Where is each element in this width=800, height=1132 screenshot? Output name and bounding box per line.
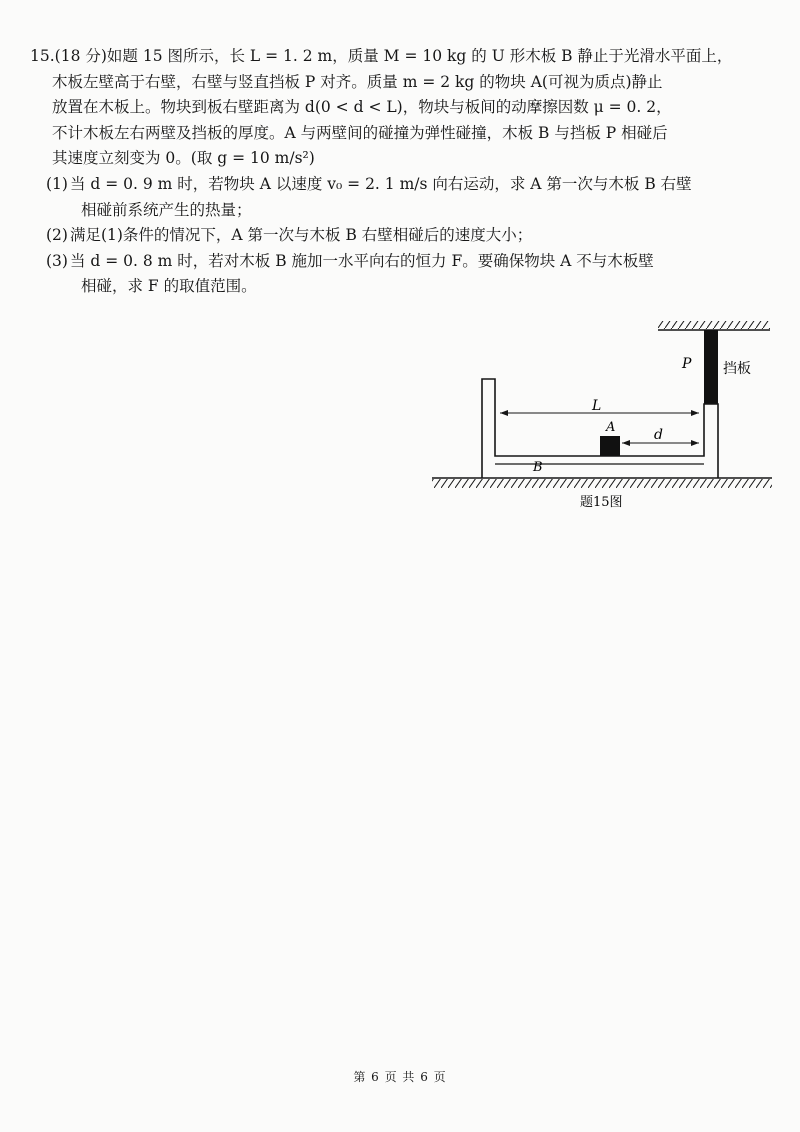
distance-label: d bbox=[654, 427, 663, 443]
ceiling-support bbox=[658, 321, 770, 330]
problem-number: 15. bbox=[30, 47, 55, 65]
question-3-number: (3) bbox=[46, 251, 68, 270]
page-footer: 第 6 页 共 6 页 bbox=[353, 1070, 447, 1084]
baffle-p bbox=[704, 330, 718, 404]
question-1 bbox=[30, 172, 778, 198]
stem-text-4: 不计木板左右两壁及挡板的厚度。A 与两壁间的碰撞为弹性碰撞，木板 B 与挡板 P 相碰后 bbox=[52, 123, 668, 142]
question-1-number: (1) bbox=[46, 174, 68, 193]
problem-stem-line-1 bbox=[30, 44, 778, 70]
stem-text-5: 其速度立刻变为 0。(取 g = 10 m/s²) bbox=[52, 149, 315, 168]
baffle-letter-label: P bbox=[682, 356, 692, 372]
question-3 bbox=[30, 249, 778, 275]
ground bbox=[432, 478, 772, 488]
problem-15 bbox=[30, 44, 778, 300]
figure-caption: 题15图 bbox=[580, 495, 623, 510]
block-label: A bbox=[606, 420, 616, 435]
question-2 bbox=[30, 223, 778, 249]
question-2-number: (2) bbox=[46, 226, 68, 245]
question-3-text-1: 当 d = 0. 8 m 时，若对木板 B 施加一水平向右的恒力 F。要确保物块 A 不与木板壁 bbox=[69, 251, 654, 270]
length-label: L bbox=[592, 398, 602, 414]
question-2-text-1: 满足(1)条件的情况下，A 第一次与木板 B 右壁相碰后的速度大小； bbox=[69, 226, 533, 245]
stem-text-2: 木板左壁高于右壁，右壁与竖直挡板 P 对齐。质量 m = 2 kg 的物块 A(可视为质点)静止 bbox=[52, 72, 663, 91]
board-label: B bbox=[533, 460, 543, 475]
question-1-text-2: 相碰前系统产生的热量； bbox=[81, 200, 252, 219]
question-1-text-1: 当 d = 0. 9 m 时，若物块 A 以速度 v₀ = 2. 1 m/s 向右运动，求 A 第一次与木板 B 右壁 bbox=[69, 174, 692, 193]
block-a bbox=[600, 436, 620, 456]
stem-text-3: 放置在木板上。物块到板右壁距离为 d(0 < d < L)，物块与板间的动摩擦因数 μ = 0. 2， bbox=[52, 98, 672, 117]
baffle-name-label: 挡板 bbox=[723, 361, 751, 377]
stem-text-1: (18 分)如题 15 图所示，长 L = 1. 2 m，质量 M = 10 kg 的 U 形木板 B 静止于光滑水平面上， bbox=[54, 47, 733, 65]
figure-15-diagram bbox=[420, 318, 790, 518]
u-board-b bbox=[482, 379, 718, 478]
figure-15 bbox=[420, 318, 790, 518]
question-3-text-2: 相碰，求 F 的取值范围。 bbox=[81, 277, 257, 296]
